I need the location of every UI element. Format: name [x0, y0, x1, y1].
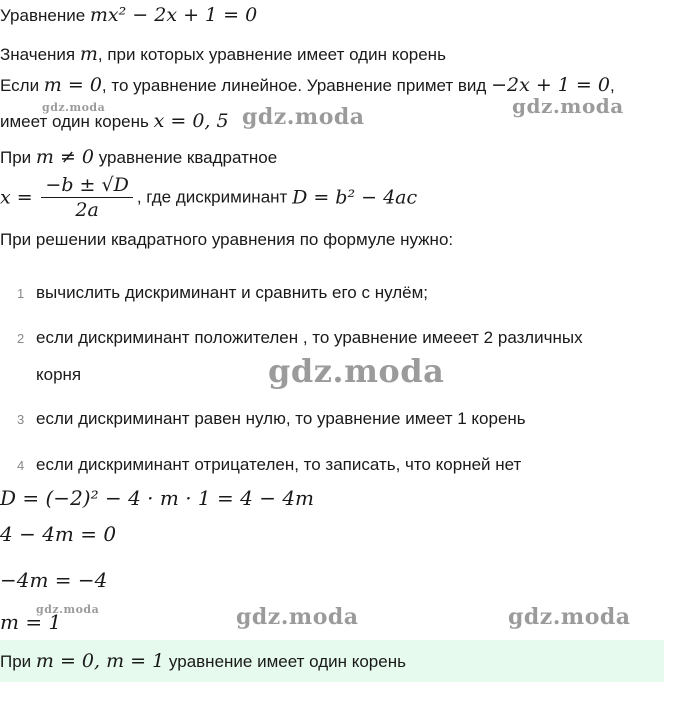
linear-root-a: имеет один корень — [0, 112, 154, 131]
conclusion-math: m = 0, m = 1 — [35, 650, 165, 672]
list-item-number: 1 — [17, 286, 25, 301]
linear-case-math2: −2x + 1 = 0 — [491, 74, 610, 96]
task-statement-b: , при которых уравнение имеет один корень — [97, 45, 446, 64]
watermark: gdz.moda — [242, 104, 365, 130]
list-item-number: 2 — [17, 331, 25, 346]
list-item-text: если дискриминант равен нулю, то уравнение имеет 1 корень — [36, 409, 526, 428]
task-statement-math: m — [79, 43, 98, 65]
solution-equation: m = 1 — [0, 610, 62, 634]
conclusion-line — [0, 650, 406, 672]
quadratic-case-line — [0, 146, 277, 168]
quadratic-case-a: При — [0, 148, 36, 167]
list-item-number: 3 — [17, 412, 25, 427]
conclusion-a: При — [0, 652, 36, 671]
formula-text: , где дискриминант — [136, 187, 293, 207]
discriminant-equation: D = (−2)² − 4 · m · 1 = 4 − 4m — [0, 486, 315, 510]
equation-heading-label: Уравнение — [0, 6, 90, 25]
linear-root-line — [0, 110, 229, 132]
formula-discriminant: D = b² − 4ac — [292, 186, 418, 209]
formula-numerator: −b ± √D — [41, 174, 132, 198]
steps-intro: При решении квадратного уравнения по формуле нужно: — [0, 230, 454, 249]
simplified-equation: −4m = −4 — [0, 568, 108, 592]
list-item-text: вычислить дискриминант и сравнить его с нулём; — [36, 283, 429, 302]
watermark: gdz.moda — [36, 603, 100, 616]
quadratic-case-b: уравнение квадратное — [94, 148, 278, 167]
watermark: gdz.moda — [268, 352, 445, 390]
list-item-text-continued: корня — [36, 365, 82, 384]
zero-equation: 4 − 4m = 0 — [0, 522, 117, 546]
conclusion-b: уравнение имеет один корень — [164, 652, 406, 671]
list-item-number: 4 — [17, 458, 25, 473]
linear-case-line — [0, 74, 615, 96]
task-statement — [0, 43, 446, 65]
linear-case-a: Если — [0, 76, 44, 95]
equation-heading-math: mx² − 2x + 1 = 0 — [89, 4, 258, 26]
watermark: gdz.moda — [42, 101, 106, 114]
formula-fraction — [41, 174, 132, 221]
linear-case-math: m = 0 — [43, 74, 102, 96]
watermark: gdz.moda — [508, 604, 631, 630]
linear-case-b: , то уравнение линейное. Уравнение примет вид — [101, 76, 492, 95]
list-item-text: если дискриминант отрицателен, то записать, что корней нет — [36, 455, 522, 474]
linear-case-c: , — [609, 76, 615, 95]
equation-heading — [0, 4, 257, 26]
watermark: gdz.moda — [512, 94, 624, 118]
formula-denominator: 2a — [75, 199, 99, 221]
list-item-text: если дискриминант положителен , то уравнение имееет 2 различных — [36, 328, 583, 347]
quadratic-formula-line — [0, 174, 417, 221]
watermark: gdz.moda — [236, 604, 359, 630]
formula-lhs: x = — [0, 186, 33, 209]
task-statement-a: Значения — [0, 45, 80, 64]
linear-root-math: x = 0, 5 — [153, 110, 229, 132]
quadratic-case-math: m ≠ 0 — [35, 146, 95, 168]
